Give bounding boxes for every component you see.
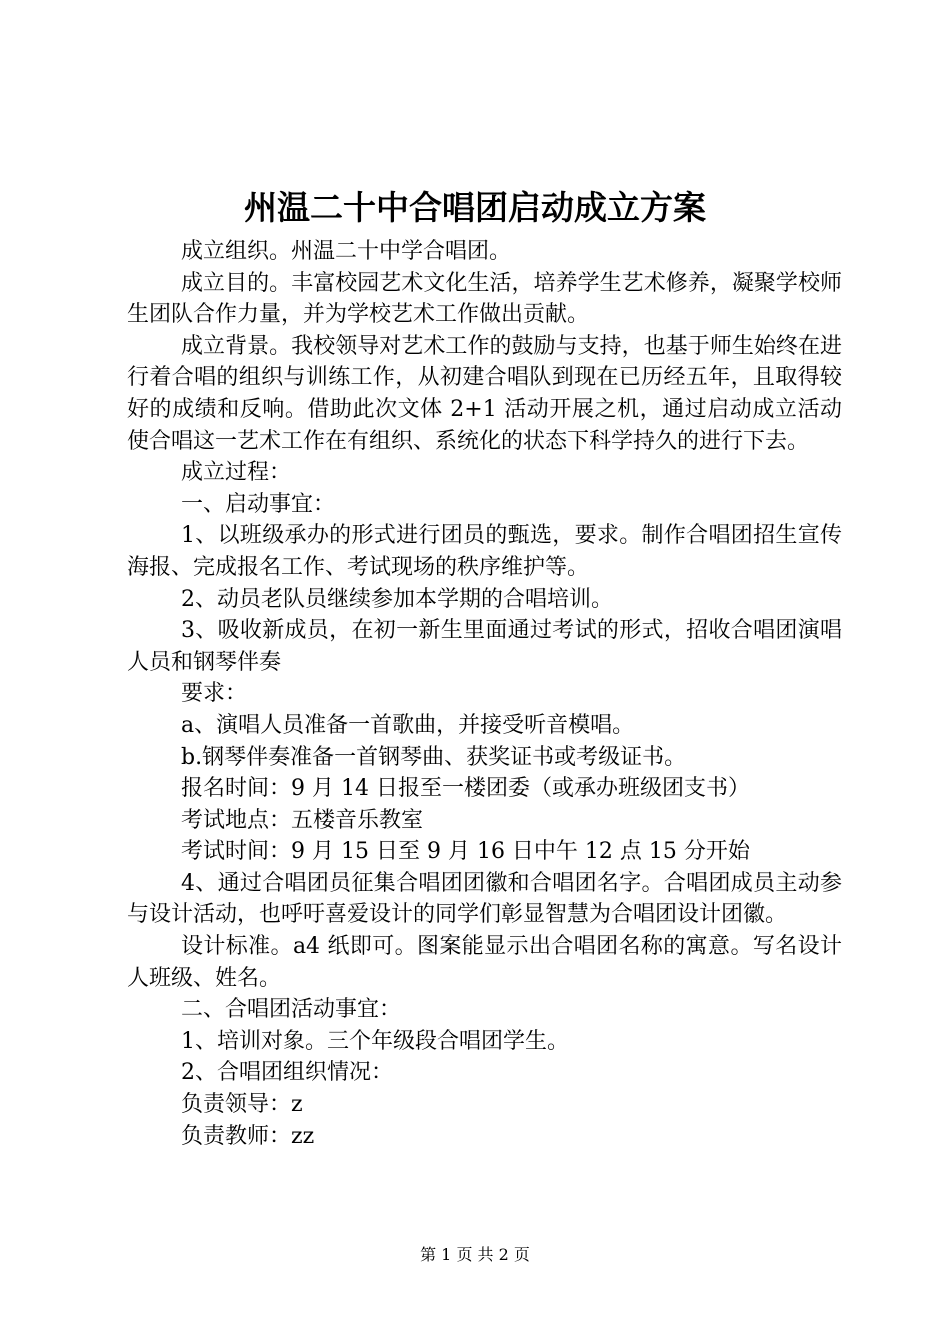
- section-heading-activities: 二、合唱团活动事宜：: [181, 997, 402, 1023]
- responsible-teacher: 负责教师：zz: [181, 1123, 315, 1149]
- page-number-footer: 第 1 页 共 2 页: [420, 1245, 530, 1264]
- document-body: [127, 236, 842, 1152]
- registration-time: 报名时间：9 月 14 日报至一楼团委（或承办班级团支书）: [181, 776, 750, 802]
- paragraph-process-heading: 成立过程：: [181, 460, 292, 486]
- requirement-singers: a、演唱人员准备一首歌曲，并接受听音模唱。: [181, 712, 635, 738]
- paragraph-organization: 成立组织。州温二十中学合唱团。: [181, 239, 512, 264]
- list-item-recruit: 3、吸收新成员，在初一新生里面通过考试的形式，招收合唱团演唱人员和钢琴伴奏: [127, 618, 842, 675]
- responsible-leader: 负责领导：z: [181, 1092, 303, 1118]
- paragraph-background: 成立背景。我校领导对艺术工作的鼓励与支持，也基于师生始终在进行着合唱的组织与训练工作，从初建合唱队到现在已历经五年，且取得较好的成绩和反响。借助此次文体 2+1 活动开展之机，通过启动成立活动使合唱这一艺术工作在有组织、系统化的状态下科学持久的进行下去。: [127, 333, 842, 454]
- document-title: 州温二十中合唱团启动成立方案: [244, 188, 706, 227]
- requirement-pianists: b.钢琴伴奏准备一首钢琴曲、获奖证书或考级证书。: [181, 744, 687, 770]
- exam-time: 考试时间：9 月 15 日至 9 月 16 日中午 12 点 15 分开始: [181, 839, 750, 865]
- paragraph-purpose: 成立目的。丰富校园艺术文化生活，培养学生艺术修养，凝聚学校师生团队合作力量，并为学校艺术工作做出贡献。: [127, 270, 842, 328]
- list-item-selection: 1、以班级承办的形式进行团员的甄选，要求。制作合唱团招生宣传海报、完成报名工作、考试现场的秩序维护等。: [127, 523, 842, 580]
- list-item-organization: 2、合唱团组织情况：: [181, 1060, 393, 1086]
- list-item-veterans: 2、动员老队员继续参加本学期的合唱培训。: [181, 586, 613, 612]
- list-item-training-target: 1、培训对象。三个年级段合唱团学生。: [181, 1028, 569, 1054]
- design-standard: 设计标准。a4 纸即可。图案能显示出合唱团名称的寓意。写名设计人班级、姓名。: [127, 934, 842, 991]
- list-item-emblem: 4、通过合唱团员征集合唱团团徽和合唱团名字。合唱团成员主动参与设计活动，也呼吁喜爱设计的同学们彰显智慧为合唱团设计团徽。: [127, 870, 842, 928]
- section-heading-launch: 一、启动事宜：: [181, 491, 336, 517]
- exam-location: 考试地点：五楼音乐教室: [181, 807, 424, 833]
- requirements-heading: 要求：: [181, 681, 248, 707]
